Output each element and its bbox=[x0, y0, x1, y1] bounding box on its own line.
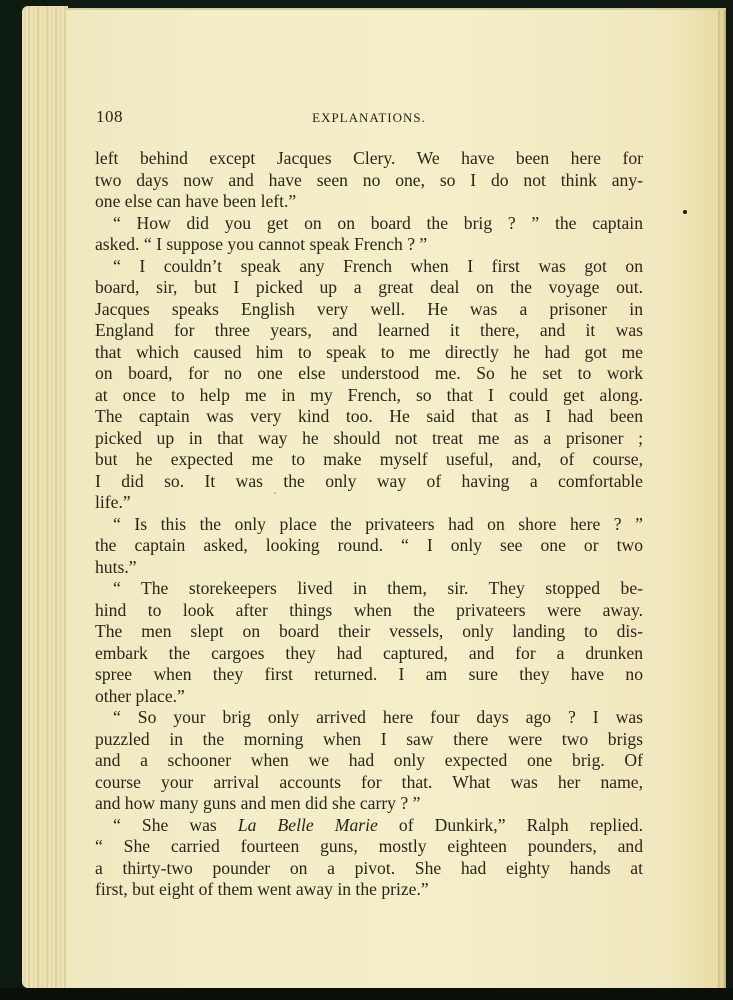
page-number: 108 bbox=[96, 107, 123, 126]
text-line: Jacques speaks English very well. He was a prisoner in bbox=[95, 298, 643, 319]
text-line: picked up in that way he should not treat me as a prisoner ; bbox=[95, 427, 643, 448]
text-line: “ How did you get on on board the brig ? ” the captain bbox=[113, 212, 643, 233]
text-line: at once to help me in my French, so that I could get along. bbox=[95, 384, 643, 405]
text-line: England for three years, and learned it there, and it was bbox=[95, 320, 643, 340]
text-line: The men slept on board their vessels, only landing to dis- bbox=[95, 621, 643, 641]
paper-speck bbox=[274, 492, 276, 494]
text-line: left behind except Jacques Clery. We have been here for bbox=[95, 148, 643, 168]
text-line: and how many guns and men did she carry ? ” bbox=[95, 793, 421, 813]
text-line: on board, for no one else understood me. So he set to work bbox=[95, 363, 643, 383]
text-line: “ She carried fourteen guns, mostly eighteen pounders, and bbox=[95, 836, 643, 856]
text-line: “ I couldn’t speak any French when I first was got on bbox=[113, 255, 643, 276]
text-line: “ The storekeepers lived in them, sir. They stopped be- bbox=[113, 578, 643, 598]
page-edges bbox=[22, 6, 68, 988]
text-line: spree when they first returned. I am sure they have no bbox=[95, 664, 643, 684]
text-line: life.” bbox=[95, 492, 131, 512]
text-line bbox=[95, 815, 643, 837]
text-line: puzzled in the morning when I saw there were two brigs bbox=[95, 728, 643, 749]
book-cover-top bbox=[0, 0, 733, 8]
text-line: that which caused him to speak to me directly he had got me bbox=[95, 341, 643, 362]
running-head: EXPLANATIONS. bbox=[312, 110, 426, 125]
text-line: hind to look after things when the privateers were away. bbox=[95, 599, 643, 620]
ink-spot bbox=[683, 210, 687, 214]
page-right-edge bbox=[718, 10, 726, 992]
text-line: other place.” bbox=[95, 685, 185, 706]
text-line: two days now and have seen no one, so I do not think any- bbox=[95, 169, 643, 190]
body-text bbox=[95, 148, 643, 901]
ship-name-italic: La Belle Marie bbox=[237, 814, 378, 835]
text-line: and a schooner when we had only expected one brig. Of bbox=[95, 750, 643, 770]
book-cover-bottom bbox=[0, 988, 733, 1000]
text-line: board, sir, but I picked up a great deal on the voyage out. bbox=[95, 277, 643, 297]
text-line: but he expected me to make myself useful, and, of course, bbox=[95, 449, 643, 469]
text-line: “ So your brig only arrived here four days ago ? I was bbox=[113, 707, 643, 727]
text-segment: “ She was bbox=[113, 814, 238, 835]
book-cover-left bbox=[0, 0, 22, 1000]
text-line: “ Is this the only place the privateers had on shore here ? ” bbox=[113, 513, 643, 534]
text-line: embark the cargoes they had captured, and for a drunken bbox=[95, 642, 643, 663]
text-segment: of Dunkirk,” Ralph replied. bbox=[377, 814, 643, 835]
text-line: the captain asked, looking round. “ I only see one or two bbox=[95, 535, 643, 555]
text-line: first, but eight of them went away in the prize.” bbox=[95, 879, 429, 899]
text-line: huts.” bbox=[95, 556, 137, 577]
text-line: asked. “ I suppose you cannot speak French ? ” bbox=[95, 234, 428, 254]
text-line: course your arrival accounts for that. What was her name, bbox=[95, 771, 643, 792]
text-line: a thirty-two pounder on a pivot. She had eighty hands at bbox=[95, 857, 643, 878]
page-header bbox=[96, 107, 642, 131]
text-line: I did so. It was the only way of having a comfortable bbox=[95, 470, 643, 491]
text-line: The captain was very kind too. He said that as I had been bbox=[95, 406, 643, 426]
text-line: one else can have been left.” bbox=[95, 191, 297, 211]
